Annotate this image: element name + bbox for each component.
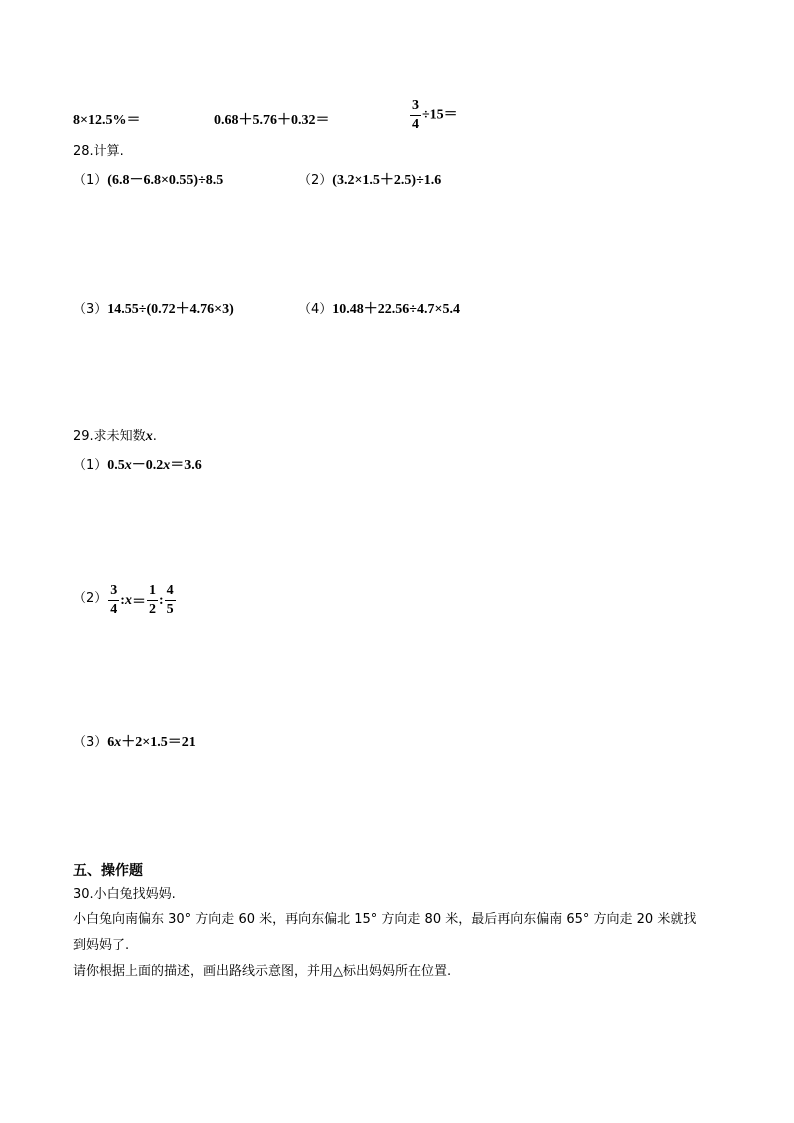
q29-item-2 bbox=[73, 584, 177, 617]
q29-title bbox=[73, 428, 157, 446]
q30-line-2: 到妈妈了. bbox=[73, 938, 130, 953]
fraction: $\frac{3}{4}$ bbox=[110, 583, 118, 617]
expr-fraction-division bbox=[409, 99, 458, 132]
q28-item-3 bbox=[73, 298, 234, 319]
item-label: （2） bbox=[298, 173, 333, 188]
fraction: $\frac{1}{2}$ bbox=[148, 583, 156, 617]
q28-item-2 bbox=[298, 169, 441, 190]
expr-percent: 8×12.5%＝ bbox=[73, 113, 141, 128]
item-expression: 14.55÷(0.72＋4.76×3) bbox=[107, 302, 234, 317]
q29-title-variable: x bbox=[145, 429, 153, 444]
q30-title: 30.小白兔找妈妈. bbox=[73, 887, 176, 902]
item-label: （3） bbox=[73, 735, 108, 750]
q28-item-4 bbox=[298, 298, 460, 319]
fraction-numerator: 3 bbox=[412, 98, 419, 113]
item-label: （1） bbox=[73, 458, 108, 473]
item-expression: (6.8－6.8×0.55)÷8.5 bbox=[107, 173, 224, 188]
item-expression: (3.2×1.5＋2.5)÷1.6 bbox=[332, 173, 442, 188]
item-label: （1） bbox=[73, 173, 108, 188]
item-label: （3） bbox=[73, 302, 108, 317]
q30-line-1: 小白兔向南偏东 30° 方向走 60 米，再向东偏北 15° 方向走 80 米，最后再向东偏南 65° 方向走 20 米就找 bbox=[73, 912, 697, 927]
equation: 6x＋2×1.5＝21 bbox=[107, 735, 196, 750]
fraction-denominator: 4 bbox=[412, 117, 419, 132]
section-heading: 五、操作题 bbox=[73, 863, 143, 879]
q29-title-text: 29.求未知数 bbox=[73, 429, 146, 444]
equation: 0.5x－0.2x＝3.6 bbox=[107, 458, 202, 473]
q29-item-1 bbox=[73, 454, 202, 475]
fraction: $\frac{4}{5}$ bbox=[166, 583, 174, 617]
item-expression: 10.48＋22.56÷4.7×5.4 bbox=[332, 302, 460, 317]
q29-item-3 bbox=[73, 731, 196, 752]
q28-item-1 bbox=[73, 169, 223, 190]
item-label: （4） bbox=[298, 302, 333, 317]
fraction bbox=[410, 99, 421, 132]
expr-rest: ÷15＝ bbox=[422, 107, 458, 123]
q28-title: 28.计算. bbox=[73, 144, 124, 159]
q30-line-3: 请你根据上面的描述，画出路线示意图，并用△标出妈妈所在位置. bbox=[73, 964, 452, 979]
proportion-equation: $\frac{3}{4}$ :x＝ $\frac{1}{2}$ : $\frac{4}{5}$ bbox=[110, 583, 174, 617]
expr-addition: 0.68＋5.76＋0.32＝ bbox=[214, 113, 330, 128]
item-label: （2） bbox=[73, 591, 108, 607]
q29-title-period: . bbox=[152, 429, 157, 444]
